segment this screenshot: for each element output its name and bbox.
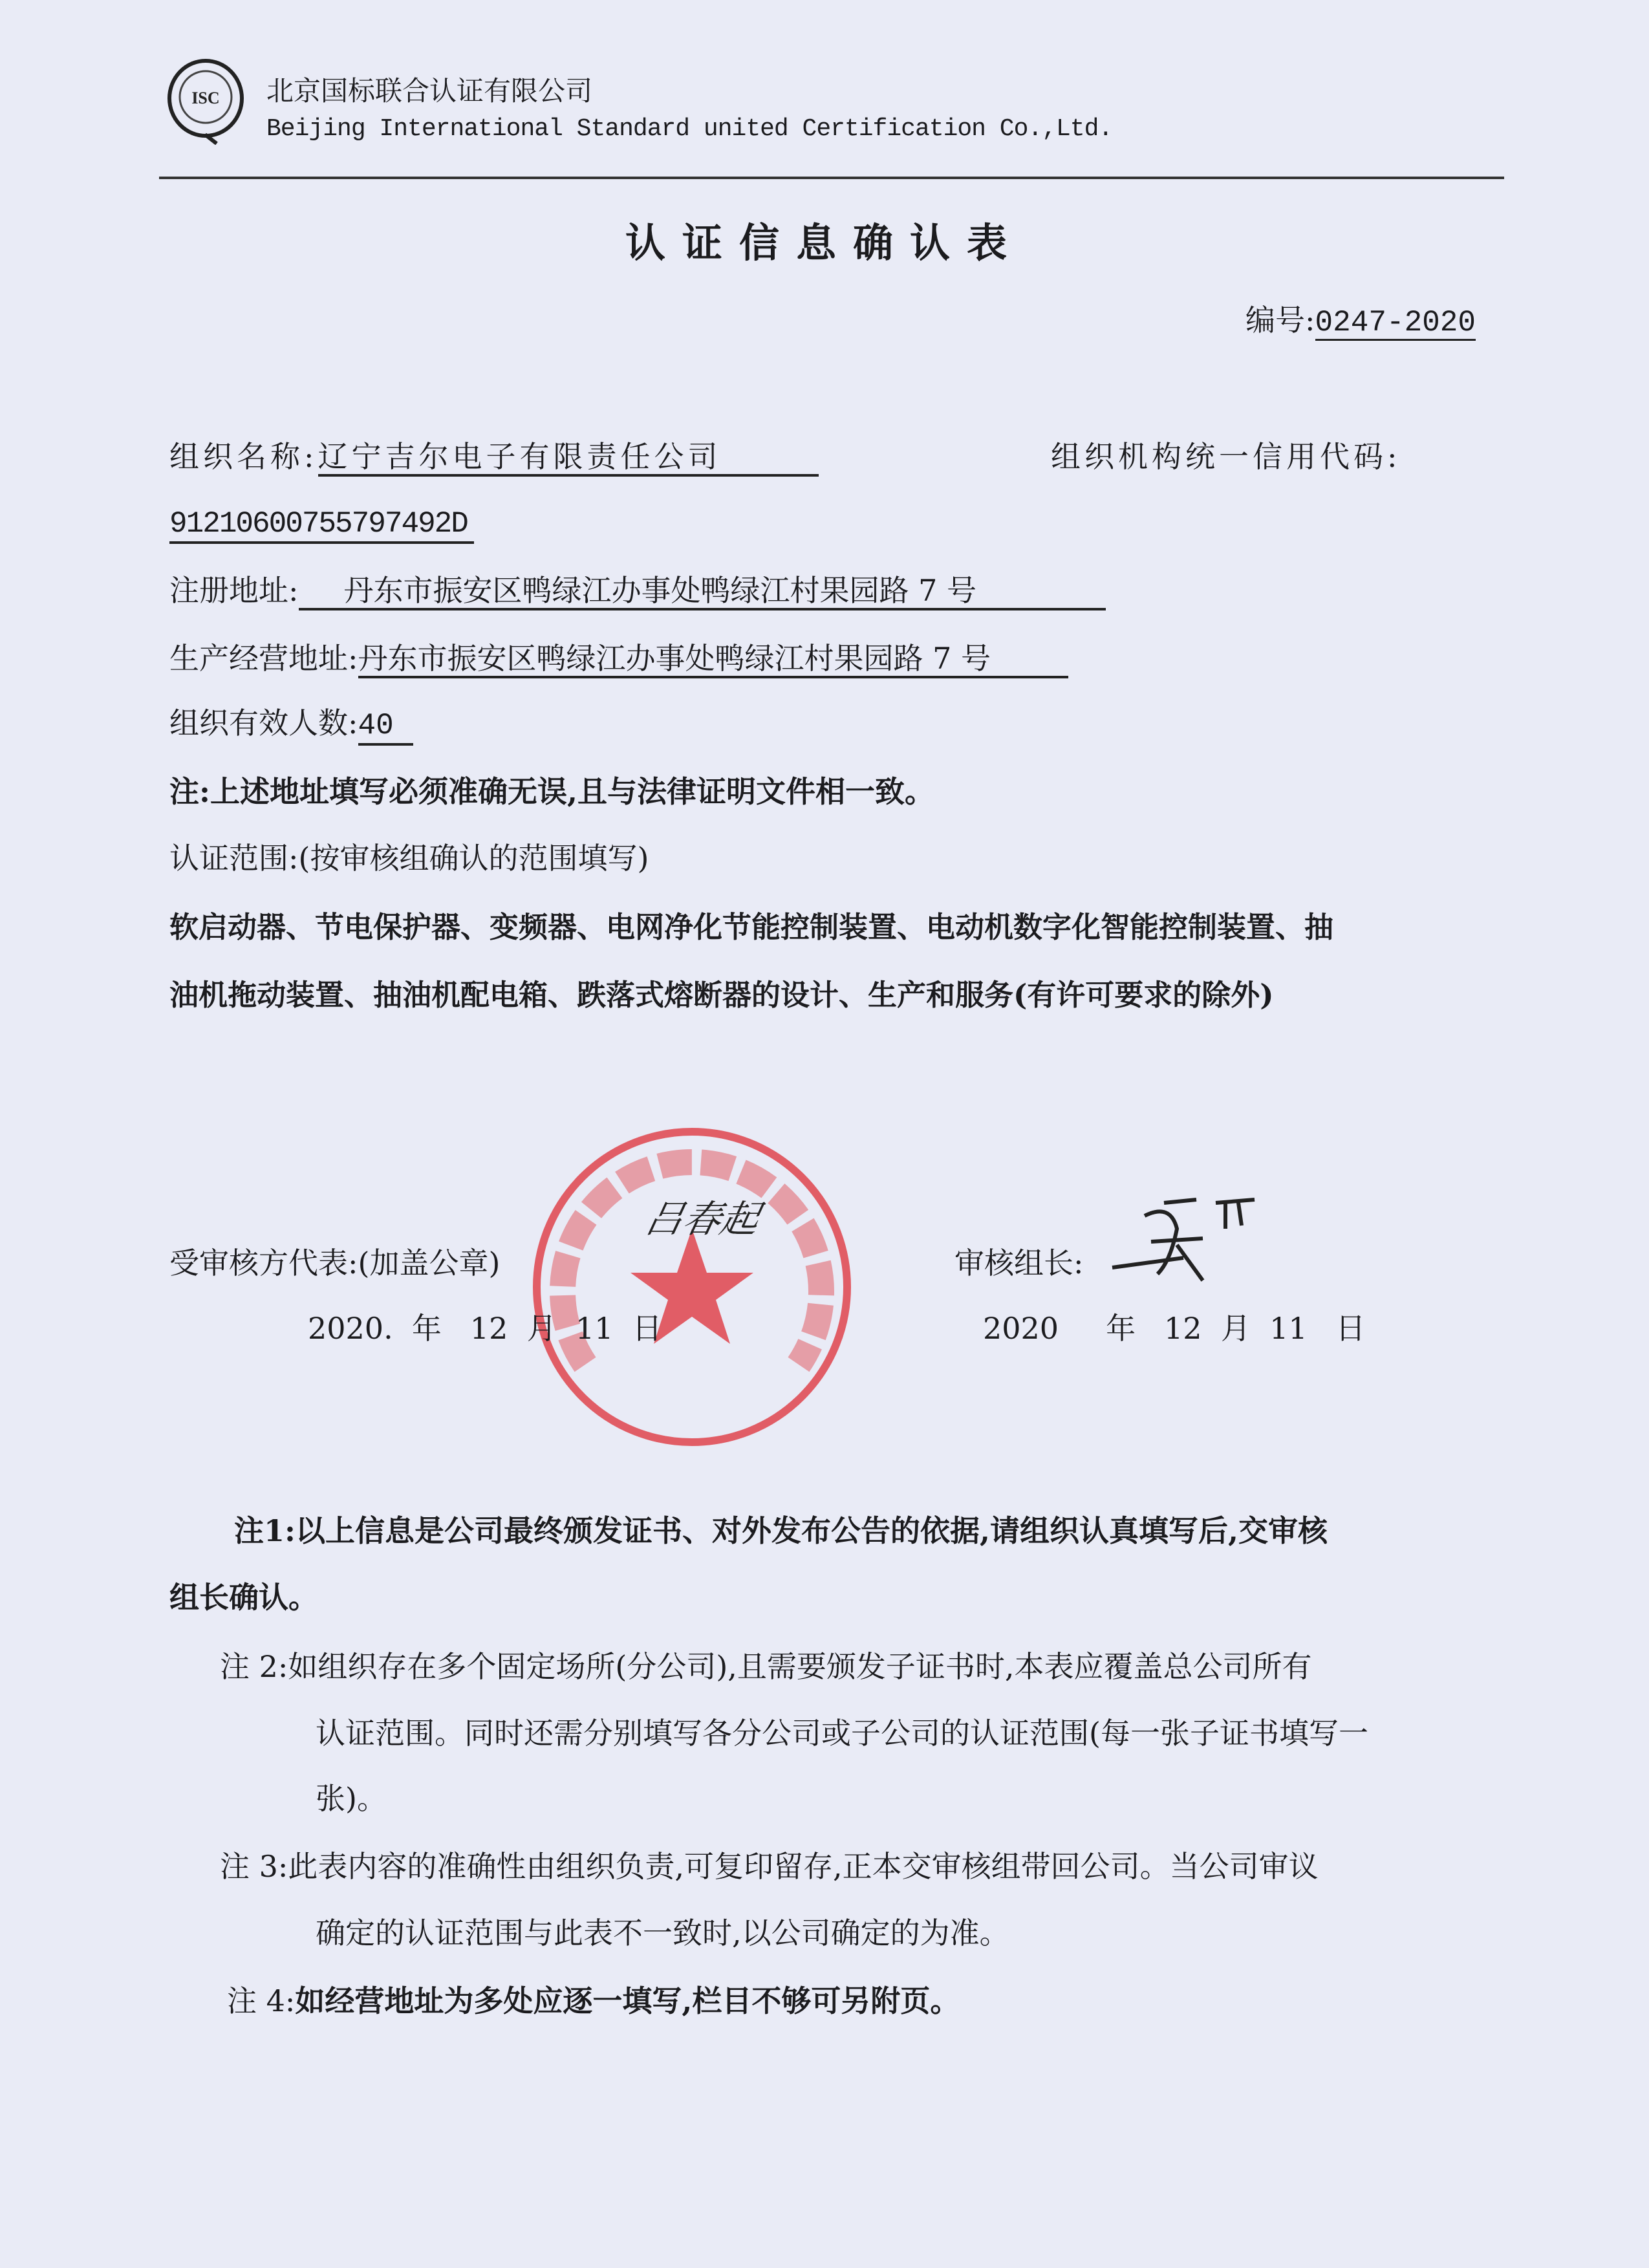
serial-value: 0247-2020 [1315, 306, 1476, 340]
note-4 [227, 1983, 960, 2018]
isc-logo [166, 58, 245, 145]
leader-label: 审核组长: [954, 1246, 1084, 1280]
leader-signature [1106, 1190, 1261, 1287]
op-address-row [169, 643, 1068, 678]
employees-row [169, 708, 413, 746]
note-4-text: 如经营地址为多处应逐一填写,栏目不够可另附页。 [295, 1983, 960, 2018]
note-3-line-2: 确定的认证范围与此表不一致时,以公司确定的为准。 [316, 1916, 1009, 1950]
company-name-en: Beijing International Standard united Certification Co.,Ltd. [266, 115, 1113, 143]
scope-line-2: 油机拖动装置、抽油机配电箱、跌落式熔断器的设计、生产和服务(有许可要求的除外) [169, 978, 1274, 1012]
scope-label: 认证范围:(按审核组确认的范围填写) [169, 841, 649, 876]
header-divider [159, 177, 1504, 179]
op-address-label: 生产经营地址: [169, 641, 358, 676]
reg-address-row [169, 573, 1106, 610]
note-2-line-2: 认证范围。同时还需分别填写各分公司或子公司的认证范围(每一张子证书填写一 [316, 1716, 1368, 1751]
address-note: 注:上述地址填写必须准确无误,且与法律证明文件相一致。 [169, 774, 934, 809]
note-2-line-3: 张)。 [316, 1781, 387, 1816]
op-address-value: 丹东市振安区鸭绿江办事处鸭绿江村果园路 7 号 [358, 643, 1069, 678]
scope-line-1: 软启动器、节电保护器、变频器、电网净化节能控制装置、电动机数字化智能控制装置、抽 [169, 910, 1334, 944]
org-name-value: 辽宁吉尔电子有限责任公司 [318, 442, 819, 477]
serial-label: 编号: [1245, 303, 1315, 338]
rep-date: 2020. 年 12 月 11 日 [308, 1311, 662, 1346]
employees-value: 40 [358, 711, 413, 746]
credit-code-value: 91210600755797492D [169, 509, 474, 544]
company-seal [524, 1119, 860, 1455]
note-3-line-1: 注 3:此表内容的准确性由组织负责,可复印留存,正本交审核组带回公司。当公司审议 [220, 1849, 1319, 1884]
org-name-label: 组织名称: [169, 439, 318, 474]
org-name-row [169, 439, 819, 477]
reg-address-value: 丹东市振安区鸭绿江办事处鸭绿江村果园路 7 号 [299, 576, 1106, 610]
credit-code-row [169, 506, 474, 544]
serial-number [1245, 305, 1476, 341]
svg-text:ISC: ISC [191, 89, 220, 107]
credit-code-label: 组织机构统一信用代码: [1051, 439, 1401, 474]
reg-address-label: 注册地址: [169, 573, 299, 608]
note-1-line-1: 注1:以上信息是公司最终颁发证书、对外发布公告的依据,请组织认真填写后,交审核 [234, 1513, 1328, 1548]
note-4-prefix: 注 4: [227, 1983, 296, 2018]
note-2-line-1: 注 2:如组织存在多个固定场所(分公司),且需要颁发子证书时,本表应覆盖总公司所有 [220, 1649, 1312, 1684]
document-title: 认证信息确认表 [625, 219, 1024, 266]
rep-signature: 吕春起 [641, 1197, 764, 1241]
note-1-line-2: 组长确认。 [169, 1580, 318, 1615]
employees-label: 组织有效人数: [169, 706, 358, 740]
rep-label: 受审核方代表:(加盖公章) [169, 1246, 501, 1280]
company-name-cn: 北京国标联合认证有限公司 [266, 75, 593, 107]
leader-date: 2020 年 12 月 11 日 [983, 1311, 1366, 1346]
